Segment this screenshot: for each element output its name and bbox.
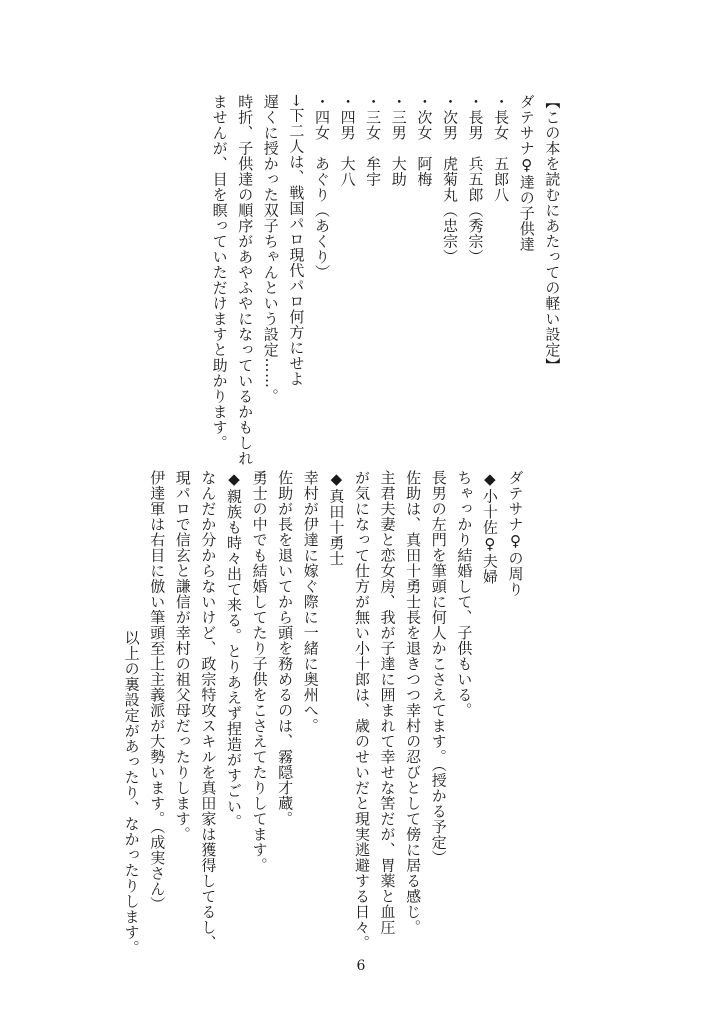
text-line: 【この本を読むにあたっての軽い設定】 [543,94,562,373]
text-line: →下二人は、戦国パロ現代パロ何方にせよ [287,94,306,387]
text-line: ・四男 大八 [338,94,357,187]
text-line: ダテサナ♀達の子供達 [517,94,536,252]
text-line: 主君夫妻と恋女房、我が子達に囲まれて幸せな筈だが、胃薬と血圧 [378,470,397,935]
text-line: なんだか分からないけど、政宗特攻スキルを真田家は獲得してるし、 [199,470,218,951]
section-heading: ◆小十佐♀夫婦 [480,470,499,585]
closing-line: 以上の裏設定があったり、なかったりします。 [122,630,141,956]
text-line: ・三男 大助 [389,94,408,187]
text-line: 長男の左門を筆頭に何人かこさえてます。（授かる予定） [429,470,448,866]
text-line: 佐助が長を退いてから頭を務めるのは、霧隠才蔵。 [276,470,295,827]
text-line: ・次女 阿梅 [415,94,434,187]
text-line: 遅くに授かった双子ちゃんという設定……。 [261,94,280,404]
text-line: ・長男 兵五郎（秀宗） [466,94,485,265]
text-line: 時折、子供達の順序があやふやになっているかもしれ [236,94,255,466]
section-heading: ◆真田十勇士 [327,470,346,566]
text-line: ・三女 牟宇 [364,94,383,187]
page-number: 6 [356,958,366,974]
text-line: ・四女 あぐり（あくり） [312,94,331,280]
text-line: ちゃっかり結婚して、子供もいる。 [455,470,474,718]
text-line: 幸村が伊達に嫁ぐ際に一緒に奥州へ。 [301,470,320,734]
text-line: 勇士の中でも結婚してたり子供をこさえてたりしてます。 [250,470,269,873]
text-line: 伊達軍は右目に倣い筆頭至上主義派が大勢います。（成実さん） [148,470,167,912]
text-line: ませんが、目を瞑っていただけますと助かります。 [210,94,229,451]
text-line: ・次男 虎菊丸（忠宗） [440,94,459,265]
settings-block [206,94,564,466]
text-line: 佐助は、真田十勇士長を退きつつ幸村の忍びとして傍に居る感じ。 [404,470,423,935]
section-heading: ◆親族も時々出て来る。とりあえず捏造がすごい。 [224,470,243,830]
text-line: ダテサナ♀の周り [506,470,525,597]
text-line: ・長女 五郎八 [492,94,511,203]
text-line: 現パロで信玄と謙信が幸村の祖父母だったりします。 [173,470,192,842]
surroundings-block [118,470,528,956]
text-line: が気になって仕方が無い小十郎は、歳のせいだと現実逃避する日々。 [352,470,371,951]
